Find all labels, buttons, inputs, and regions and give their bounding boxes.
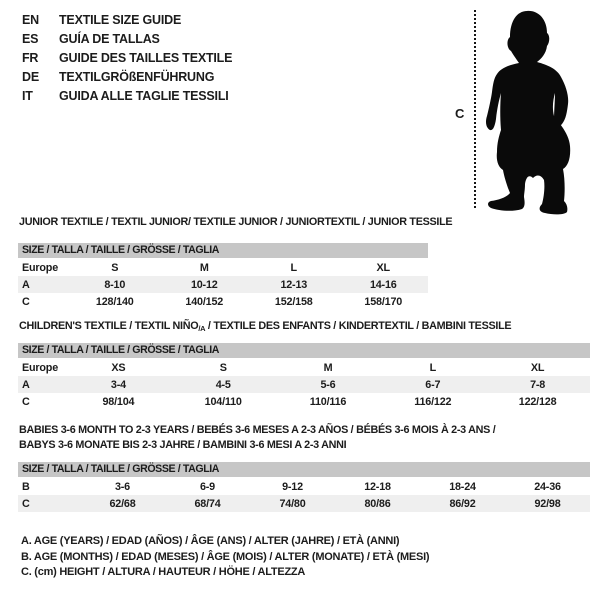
- size-cell: L: [290, 261, 297, 274]
- height-cell: 158/170: [364, 295, 403, 308]
- height-cell: 92/98: [534, 497, 561, 510]
- table-row-age: [18, 376, 590, 393]
- footnote-height: C. (cm) HEIGHT / ALTURA / HAUTEUR / HÖHE / ALTEZZA: [21, 566, 306, 578]
- babies-size-table: [18, 462, 590, 512]
- row-label: C: [22, 395, 30, 408]
- height-cell: 104/110: [204, 395, 242, 408]
- language-label: TEXTILE SIZE GUIDE: [59, 12, 182, 27]
- language-code: EN: [22, 12, 39, 27]
- height-cell: 110/116: [309, 395, 347, 408]
- months-cell: 24-36: [534, 480, 561, 493]
- row-label: Europe: [22, 361, 58, 374]
- height-cell: 74/80: [279, 497, 306, 510]
- height-cell: 62/68: [109, 497, 136, 510]
- size-cell: S: [219, 361, 227, 374]
- language-label: TEXTILGRÖßENFÜHRUNG: [59, 69, 215, 84]
- table-row-height: [18, 393, 590, 410]
- footnote-age-months: B. AGE (MONTHS) / EDAD (MESES) / ÂGE (MOIS) / ALTER (MONATE) / ETÀ (MESI): [21, 550, 430, 563]
- size-cell: L: [429, 361, 436, 374]
- height-cell: 122/128: [518, 395, 557, 408]
- age-cell: 10-12: [190, 278, 218, 291]
- height-measure-line: [474, 10, 476, 208]
- row-label: B: [22, 480, 30, 493]
- row-label: A: [22, 278, 30, 291]
- age-cell: 8-10: [104, 278, 126, 291]
- children-title-main: CHILDREN'S TEXTILE / TEXTIL NIÑO: [19, 320, 199, 332]
- footnote-age-years: A. AGE (YEARS) / EDAD (AÑOS) / ÂGE (ANS) / ALTER (JAHRE) / ETÀ (ANNI): [21, 535, 400, 547]
- table-row-europe: [18, 359, 590, 376]
- children-title-subscript: /A: [198, 324, 206, 333]
- height-cell: 86/92: [449, 497, 476, 510]
- height-cell: 152/158: [274, 295, 313, 308]
- babies-title-line2: BABYS 3-6 MONATE BIS 2-3 JAHRE / BAMBINI 3-6 MESI A 2-3 ANNI: [19, 439, 347, 451]
- junior-section-title: JUNIOR TEXTILE / TEXTIL JUNIOR/ TEXTILE JUNIOR / JUNIORTEXTIL / JUNIOR TESSILE: [19, 216, 453, 228]
- language-code: ES: [22, 31, 39, 46]
- language-row: [22, 48, 232, 67]
- row-label: A: [22, 378, 30, 391]
- language-label: GUÍA DE TALLAS: [59, 31, 160, 46]
- height-cell: 140/152: [185, 295, 224, 308]
- months-cell: 6-9: [199, 480, 215, 493]
- babies-section-title: [19, 424, 495, 451]
- language-code: IT: [22, 88, 33, 103]
- height-cell: 98/104: [102, 395, 135, 408]
- table-row-age: [18, 276, 428, 293]
- size-cell: XS: [111, 361, 126, 374]
- age-cell: 7-8: [530, 378, 546, 391]
- months-cell: 3-6: [114, 480, 130, 493]
- size-header-bar: SIZE / TALLA / TAILLE / GRÖSSE / TAGLIA: [18, 462, 590, 477]
- height-cell: 116/122: [414, 395, 452, 408]
- language-row: [22, 86, 232, 105]
- size-cell: S: [111, 261, 119, 274]
- size-cell: M: [323, 361, 333, 374]
- table-row-height: [18, 293, 428, 310]
- table-row-months: [18, 478, 590, 495]
- footnote-list: [21, 535, 429, 582]
- row-label: C: [22, 295, 30, 308]
- height-cell: 128/140: [95, 295, 134, 308]
- months-cell: 9-12: [282, 480, 303, 493]
- height-cell: 80/86: [364, 497, 391, 510]
- size-header-bar: SIZE / TALLA / TAILLE / GRÖSSE / TAGLIA: [18, 343, 590, 358]
- language-label: GUIDA ALLE TAGLIE TESSILI: [59, 88, 229, 103]
- language-label: GUIDE DES TAILLES TEXTILE: [59, 50, 233, 65]
- children-section-title: [19, 320, 511, 333]
- age-cell: 12-13: [280, 278, 308, 291]
- size-cell: XL: [376, 261, 390, 274]
- size-cell: M: [199, 261, 209, 274]
- row-label: Europe: [22, 261, 58, 274]
- age-cell: 14-16: [369, 278, 397, 291]
- months-cell: 12-18: [364, 480, 391, 493]
- language-row: [22, 67, 232, 86]
- language-code: DE: [22, 69, 39, 84]
- language-code: FR: [22, 50, 39, 65]
- table-row-europe: [18, 259, 428, 276]
- junior-size-table: [18, 243, 428, 310]
- size-header-bar: SIZE / TALLA / TAILLE / GRÖSSE / TAGLIA: [18, 243, 428, 258]
- height-cell: 68/74: [194, 497, 221, 510]
- size-cell: XL: [530, 361, 545, 374]
- age-cell: 4-5: [215, 378, 231, 391]
- row-label: C: [22, 497, 30, 510]
- age-cell: 3-4: [110, 378, 126, 391]
- babies-title-line1: BABIES 3-6 MONTH TO 2-3 YEARS / BEBÉS 3-6 MESES A 2-3 AÑOS / BÉBÉS 3-6 MOIS À 2-3 ANS /: [19, 424, 496, 436]
- children-size-table: [18, 343, 590, 410]
- table-row-height: [18, 495, 590, 512]
- baby-silhouette-icon: [481, 4, 581, 218]
- language-list: [22, 10, 232, 105]
- height-measure-label: C: [455, 106, 465, 121]
- age-cell: 5-6: [320, 378, 336, 391]
- children-title-rest: / TEXTILE DES ENFANTS / KINDERTEXTIL / BAMBINI TESSILE: [205, 320, 512, 332]
- language-row: [22, 10, 232, 29]
- age-cell: 6-7: [425, 378, 441, 391]
- language-row: [22, 29, 232, 48]
- months-cell: 18-24: [449, 480, 476, 493]
